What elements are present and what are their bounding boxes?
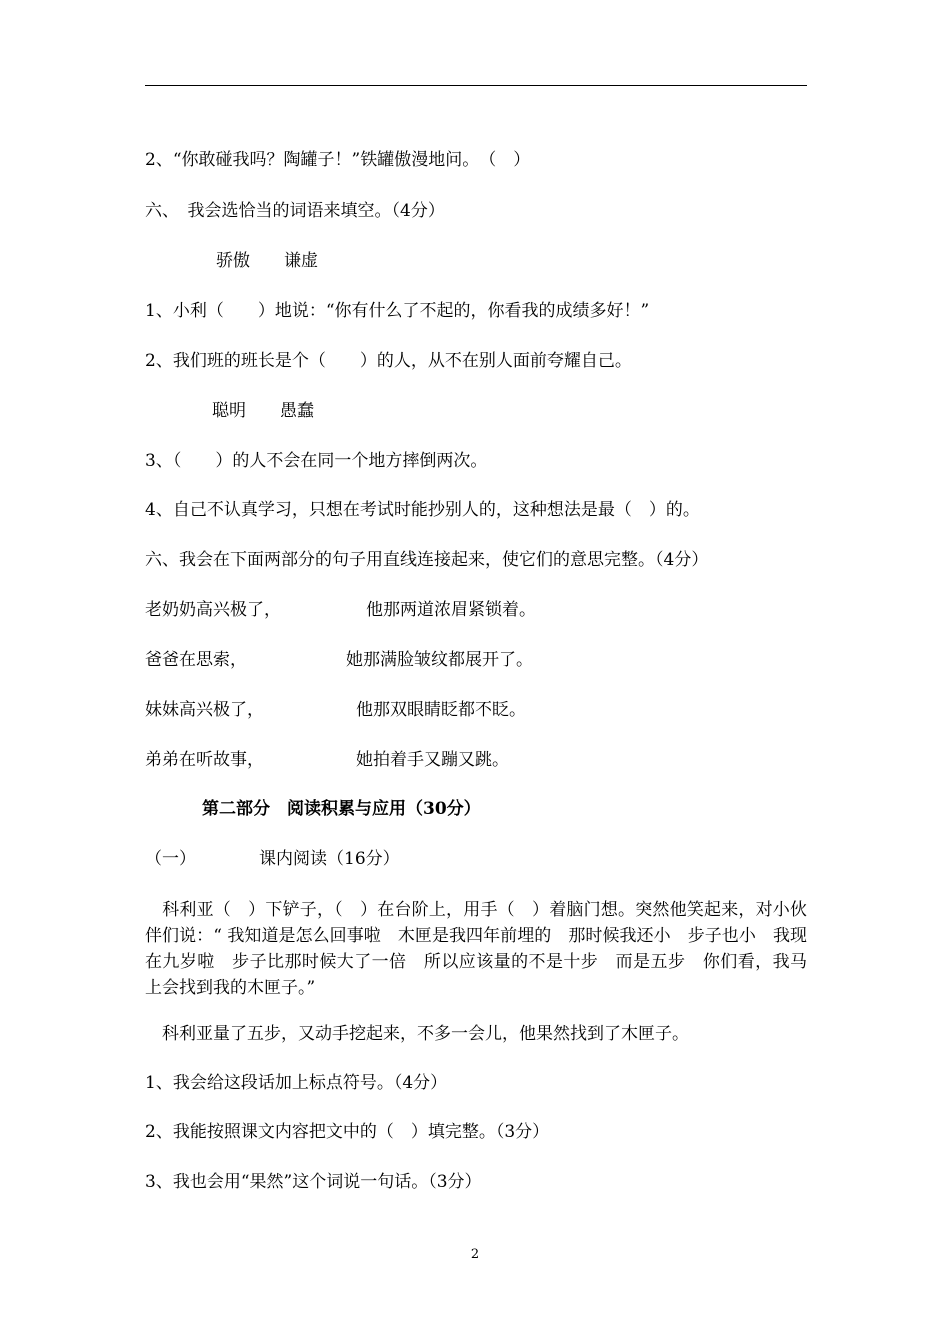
page-number: 2 xyxy=(470,1247,480,1262)
question-line: 1、小利（ ）地说：“你有什么了不起的，你看我的成绩多好！” xyxy=(145,301,650,321)
question-line: 1、我会给这段话加上标点符号。（4分） xyxy=(145,1073,448,1093)
match-right: 她拍着手又蹦又跳。 xyxy=(356,750,509,770)
question-line: 2、“你敢碰我吗？陶罐子！”铁罐傲漫地问。 （ ） xyxy=(145,150,531,170)
question-line: 3、（ ）的人不会在同一个地方摔倒两次。 xyxy=(145,451,488,471)
word-choices: 聪明 愚蠢 xyxy=(212,401,314,421)
word-choices: 骄傲 谦虚 xyxy=(216,251,318,271)
reading-label: （一） xyxy=(145,849,196,869)
match-right: 她那满脸皱纹都展开了。 xyxy=(346,650,533,670)
question-line: 2、我能按照课文内容把文中的（ ）填完整。（3分） xyxy=(145,1122,550,1142)
reading-paragraph: 科利亚量了五步，又动手挖起来，不多一会儿，他果然找到了木匣子。 xyxy=(145,1024,689,1044)
match-left: 爸爸在思索， xyxy=(145,650,247,670)
section-title: 六、我会在下面两部分的句子用直线连接起来，使它们的意思完整。（4分） xyxy=(145,550,709,570)
reading-paragraph: 科利亚（ ）下铲子，（ ）在台阶上，用手（ ）着脑门想。突然他笑起来，对小伙伴们说：“ 我知道是怎么回事啦 木匣是我四年前埋的 那时候我还小 步子也小 我现在九岁啦 步子比那时候大了一倍 所以应该量的不是十步 而是五步 你们看，我马上会找到我的木匣子。” xyxy=(145,900,807,998)
question-line: 3、我也会用“果然”这个词说一句话。（3分） xyxy=(145,1172,482,1192)
match-left: 弟弟在听故事， xyxy=(145,750,264,770)
match-left: 老奶奶高兴极了， xyxy=(145,600,281,620)
question-line: 4、自己不认真学习，只想在考试时能抄别人的，这种想法是最（ ）的。 xyxy=(145,500,700,520)
match-right: 他那两道浓眉紧锁着。 xyxy=(366,600,536,620)
match-right: 他那双眼睛眨都不眨。 xyxy=(356,700,526,720)
question-line: 2、我们班的班长是个（ ）的人，从不在别人面前夸耀自己。 xyxy=(145,351,632,371)
match-left: 妹妹高兴极了， xyxy=(145,700,264,720)
part-title: 第二部分 阅读积累与应用（30分） xyxy=(202,799,481,819)
header-rule xyxy=(145,85,807,86)
reading-title: 课内阅读（16分） xyxy=(259,849,400,869)
section-title: 六、 我会选恰当的词语来填空。（4分） xyxy=(145,201,445,221)
